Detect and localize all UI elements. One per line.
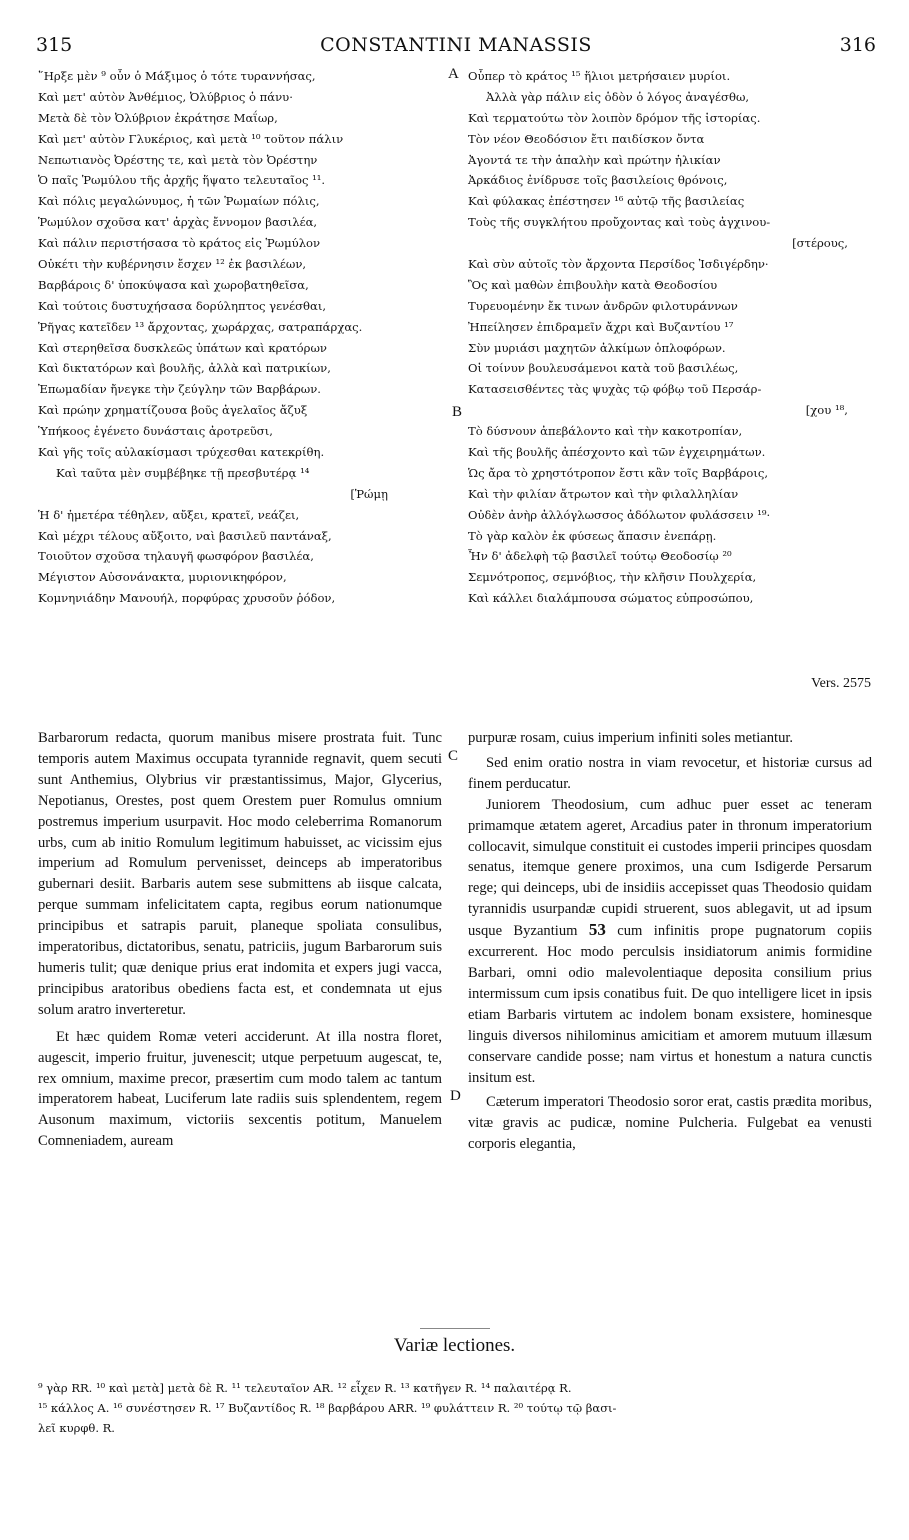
verse-line: Καὶ πόλις μεγαλώνυμος, ἡ τῶν Ῥωμαίων πόλις,: [38, 194, 320, 209]
latin-paragraph: [468, 795, 872, 1089]
note-line: ⁹ γὰρ RR. ¹⁰ καὶ μετὰ] μετὰ δὲ R. ¹¹ τελευταῖον AR. ¹² εἶχεν R. ¹³ κατῆγεν R. ¹⁴ παλαιτέρᾳ R.: [38, 1381, 572, 1395]
margin-marker-c: C: [448, 748, 459, 764]
verse-line: Οὗπερ τὸ κράτος ¹⁵ ἥλιοι μετρήσαιεν μυρίοι.: [468, 69, 731, 83]
latin-paragraph: Cæterum imperatori Theodosio soror erat, castis prædita moribus, vitæ gravis ac pudicæ, nomine Pulcheria. Fulgebat ea venusti corporis elegantia,: [468, 1094, 872, 1153]
verse-line: Τοιοῦτον σχοῦσα τηλαυγῆ φωσφόρον βασιλέα,: [38, 549, 314, 564]
verse-line: Ἀρκάδιος ἐνίδρυσε τοῖς βασιλείοις θρόνοις,: [468, 173, 728, 188]
variae-lectiones-heading: Variæ lectiones.: [393, 1335, 516, 1356]
verse-line: Ἠπείλησεν ἐπιδραμεῖν ἄχρι καὶ Βυζαντίου ¹⁷: [468, 319, 734, 334]
verse-line: ῞Ηρξε μὲν ⁹ οὖν ὁ Μάξιμος ὁ τότε τυραννήσας,: [38, 69, 316, 83]
verse-line: Καὶ μετ' αὐτὸν Ἀνθέμιος, Ὀλύβριος ὁ πάνυ·: [38, 89, 293, 104]
verse-line: Οὐκέτι τὴν κυβέρνησιν ἔσχεν ¹² ἐκ βασιλέων,: [38, 257, 307, 272]
variant-readings-notes: [38, 1378, 874, 1438]
verse-line: Ὁ παῖς Ῥωμύλου τῆς ἀρχῆς ἥψατο τελευταῖος ¹¹.: [38, 173, 326, 188]
latin-paragraph: purpuræ rosam, cuius imperium infiniti soles metiantur.: [468, 730, 794, 746]
note-line: ¹⁵ κάλλος A. ¹⁶ συνέστησεν R. ¹⁷ Βυζαντίδος R. ¹⁸ βαρβάρου ARR. ¹⁹ φυλάττειν R. ²⁰ τούτῳ τῷ βασι-: [38, 1401, 617, 1415]
verse-line: Καὶ τούτοις δυστυχήσασα δορύληπτος γενέσθαι,: [38, 298, 327, 313]
verse-line: Καὶ γῆς τοῖς αὐλακίσμασι τρύχεσθαι κατεκρίθη.: [38, 445, 325, 460]
verse-number: Vers. 2575: [811, 676, 871, 691]
verse-line: Νεπωτιανὸς Ὀρέστης τε, καὶ μετὰ τὸν Ὀρέστην: [38, 152, 318, 167]
verse-line: Καὶ σὺν αὐτοῖς τὸν ἄρχοντα Περσίδος Ἰσδιγέρδην·: [468, 257, 769, 272]
verse-line: Ὃς καὶ μαθὼν ἐπιβουλὴν κατὰ Θεοδοσίου: [468, 277, 718, 292]
page-number-left: 315: [36, 34, 73, 56]
verse-line: Ῥῆγας κατεῖδεν ¹³ ἄρχοντας, χωράρχας, σατραπάρχας.: [38, 319, 363, 334]
verse-line: Ἀλλὰ γὰρ πάλιν εἰς ὁδὸν ὁ λόγος ἀναγέσθω,: [486, 89, 750, 104]
margin-marker-b: B: [452, 404, 463, 420]
verse-line: Τὸ γὰρ καλὸν ἐκ φύσεως ἅπασιν ἐνεπάρῃ.: [468, 528, 717, 543]
verse-line: Καὶ τὴν φιλίαν ἄτρωτον καὶ τὴν φιλαλληλίαν: [468, 486, 739, 501]
verse-line: Οὐδὲν ἀνὴρ ἀλλόγλωσσος ἀδόλωτον φυλάσσειν ¹⁹·: [468, 507, 771, 522]
greek-verse-left-column: [38, 66, 448, 609]
verse-line: Ἐπωμαδίαν ἤνεγκε τὴν ζεύγλην τῶν Βαρβάρων.: [38, 382, 321, 397]
latin-translation-right-column: [468, 728, 872, 1155]
verse-line: Ἦν δ' ἀδελφὴ τῷ βασιλεῖ τούτῳ Θεοδοσίῳ ²⁰: [468, 549, 732, 564]
verse-line: Καὶ τερματούτω τὸν λοιπὸν δρόμον τῆς ἱστορίας.: [468, 110, 761, 125]
latin-paragraph: Et hæc quidem Romæ veteri acciderunt. At illa nostra floret, augescit, imperio fruitur, juvenescit; utque perpetuum augescat, te, rex omnium, maxime precor, præsertim cum modo talem ac tantum imperatorem habeat, Luciferum late radiis suis splendentem, regem Ausonum maximum, victoriis sexcentis potitum, Manuelem Comneniadem, auream: [38, 1028, 442, 1150]
running-title: CONSTANTINI MANASSIS: [320, 34, 592, 56]
verse-line: Ὡς ἄρα τὸ χρηστότροπον ἔστι κἂν τοῖς Βαρβάροις,: [468, 465, 769, 480]
marginal-number: 53: [588, 920, 606, 940]
running-header: [36, 34, 876, 60]
latin-paragraph: Barbarorum redacta, quorum manibus misere prostrata fuit. Tunc temporis autem Maximus occupata tyrannide regnavit, quem secuti sunt Anthemius, Olybrius vir præstantissimus, Major, Glycerius, Nepotianus, Orestes, post quem Orestem puer Romulus omnium postremus imperium usurpavit. Hoc modo celeberrima Romanorum urbs, cum ab initio Romulum legitimum habuisset, ac vicissim ejus imperium ad Romulum pervenisset, deinceps ab imperatoribus gubernari desiit. Barbaris autem sese submittens ab iisque calcata, perque summam infelicitatem capta, regibus eorum nationumque principibus et satrapis paruit, planeque spoliata consulibus, imperatoribus, dictatoribus, senatu, patriciis, jugum Barbarorum suis humeris tulit; quæ denique prius erat indomita et expers jugi vacca, principibus aratoribus obediens facta est, et condemnata ut ejus solum aratro inverteretur.: [38, 730, 442, 1018]
note-line: λεῖ κυρφθ. R.: [38, 1421, 115, 1435]
verse-line: Σεμνότροπος, σεμνόβιος, τὴν κλῆσιν Πουλχερία,: [468, 570, 757, 585]
divider: [420, 1328, 490, 1329]
verse-line-continuation: [στέρους,: [792, 236, 848, 251]
verse-line-continuation: [Ῥώμῃ: [350, 486, 388, 501]
verse-line: Κομνηνιάδην Μανουήλ, πορφύρας χρυσοῦν ῥόδον,: [38, 591, 336, 606]
verse-line: Μέγιστον Αὐσονάνακτα, μυριονικηφόρον,: [38, 570, 287, 585]
verse-line: Καὶ δικτατόρων καὶ βουλῆς, ἀλλὰ καὶ πατρικίων,: [38, 361, 331, 376]
verse-line: Μετὰ δὲ τὸν Ὀλύβριον ἐκράτησε Μαΐωρ,: [38, 110, 278, 125]
verse-line: Καὶ στερηθεῖσα δυσκλεῶς ὑπάτων καὶ κρατόρων: [38, 340, 327, 355]
latin-text: Juniorem Theodosium, cum adhuc puer esset ac teneram primamque ætatem ageret, Arcadius pater in thronum imperatorium collocavit, simulque constituit ei custodes imperii principes quosdam senatus, itemque genere proximos, una cum Isdigerde Persarum rege; qui deinceps, ubi de insidiis accepisset quas Theodosio quidam tyrannidis usurpandæ cupidi struerent, suos ablegavit, ut ad ipsum usque Byzantium: [468, 796, 872, 940]
verse-line: Οἱ τοίνυν βουλευσάμενοι κατὰ τοῦ βασιλέως,: [468, 361, 739, 376]
verse-line: Τὸ δύσνουν ἀπεβάλοντο καὶ τὴν κακοτροπίαν,: [468, 424, 743, 439]
verse-line: Καὶ πάλιν περιστήσασα τὸ κράτος εἰς Ῥωμύλον: [38, 236, 321, 251]
verse-line: Κατασεισθέντες τὰς ψυχὰς τῷ φόβῳ τοῦ Περσάρ-: [468, 382, 762, 397]
verse-line: Καὶ κάλλει διαλάμπουσα σώματος εὐπροσώπου,: [468, 591, 754, 606]
verse-line: Τοὺς τῆς συγκλήτου προὔχοντας καὶ τοὺς ἀγχινου-: [468, 215, 771, 230]
latin-paragraph: Sed enim oratio nostra in viam revocetur, et historiæ cursus ad finem perducatur.: [468, 754, 872, 792]
verse-line: Καὶ μετ' αὐτὸν Γλυκέριος, καὶ μετὰ ¹⁰ τοῦτον πάλιν: [38, 131, 344, 146]
verse-line: Καὶ πρώην χρηματίζουσα βοῦς ἀγελαῖος ἄζυξ: [38, 403, 308, 418]
verse-line: Τὸν νέον Θεοδόσιον ἔτι παιδίσκον ὄντα: [468, 131, 705, 146]
greek-verse-right-column: [468, 66, 878, 609]
margin-marker-a: A: [448, 66, 459, 82]
latin-text: cum infinitis prope pugnatorum copiis excurrerent. Hoc modo perculsis insidiatorum animis formidine Barbari, omni odio malevolentiaque deposita consilium prius intermissum cum ipsis conatibus fuit. De quo intelligere licet in ipsis etiam Barbaris virtutem ac indolem bonam exsistere, hominesque linguis diversos nihilominus amicitiam et amorem mutuum illæsum conservare candide posse; nam virtus et honestum a natura cunctis insitum est.: [468, 923, 872, 1086]
verse-line: Τυρευομένην ἔκ τινων ἀνδρῶν φιλοτυράννων: [468, 298, 738, 313]
verse-line-continuation: [χου ¹⁸,: [805, 403, 848, 418]
verse-line: Καὶ τῆς βουλῆς ἀπέσχοντο καὶ τῶν ἐγχειρημάτων.: [468, 445, 766, 460]
verse-line: Βαρβάροις δ' ὑποκύψασα καὶ χωροβατηθεῖσα,: [38, 277, 309, 292]
verse-line: Σὺν μυριάσι μαχητῶν ἀλκίμων ὁπλοφόρων.: [468, 340, 726, 355]
verse-line: Καὶ ταῦτα μὲν συμβέβηκε τῇ πρεσβυτέρᾳ ¹⁴: [56, 465, 310, 480]
verse-line: Ἡ δ' ἡμετέρα τέθηλεν, αὔξει, κρατεῖ, νεάζει,: [38, 507, 300, 522]
verse-line: Ῥωμύλον σχοῦσα κατ' ἀρχὰς ἔννομον βασιλέα,: [38, 215, 318, 230]
margin-marker-d: D: [450, 1088, 461, 1104]
verse-line: Ἀγοντά τε τὴν ἁπαλὴν καὶ πρώτην ἡλικίαν: [468, 152, 721, 167]
verse-line: Καὶ φύλακας ἐπέστησεν ¹⁶ αὐτῷ τῆς βασιλείας: [468, 194, 745, 209]
latin-translation-left-column: [38, 728, 442, 1152]
verse-line: Καὶ μέχρι τέλους αὔξοιτο, ναὶ βασιλεῦ παντάναξ,: [38, 528, 332, 543]
verse-line: Ὑπήκοος ἐγένετο δυνάσταις ἀροτρεῦσι,: [38, 424, 273, 439]
page-number-right: 316: [839, 34, 876, 56]
